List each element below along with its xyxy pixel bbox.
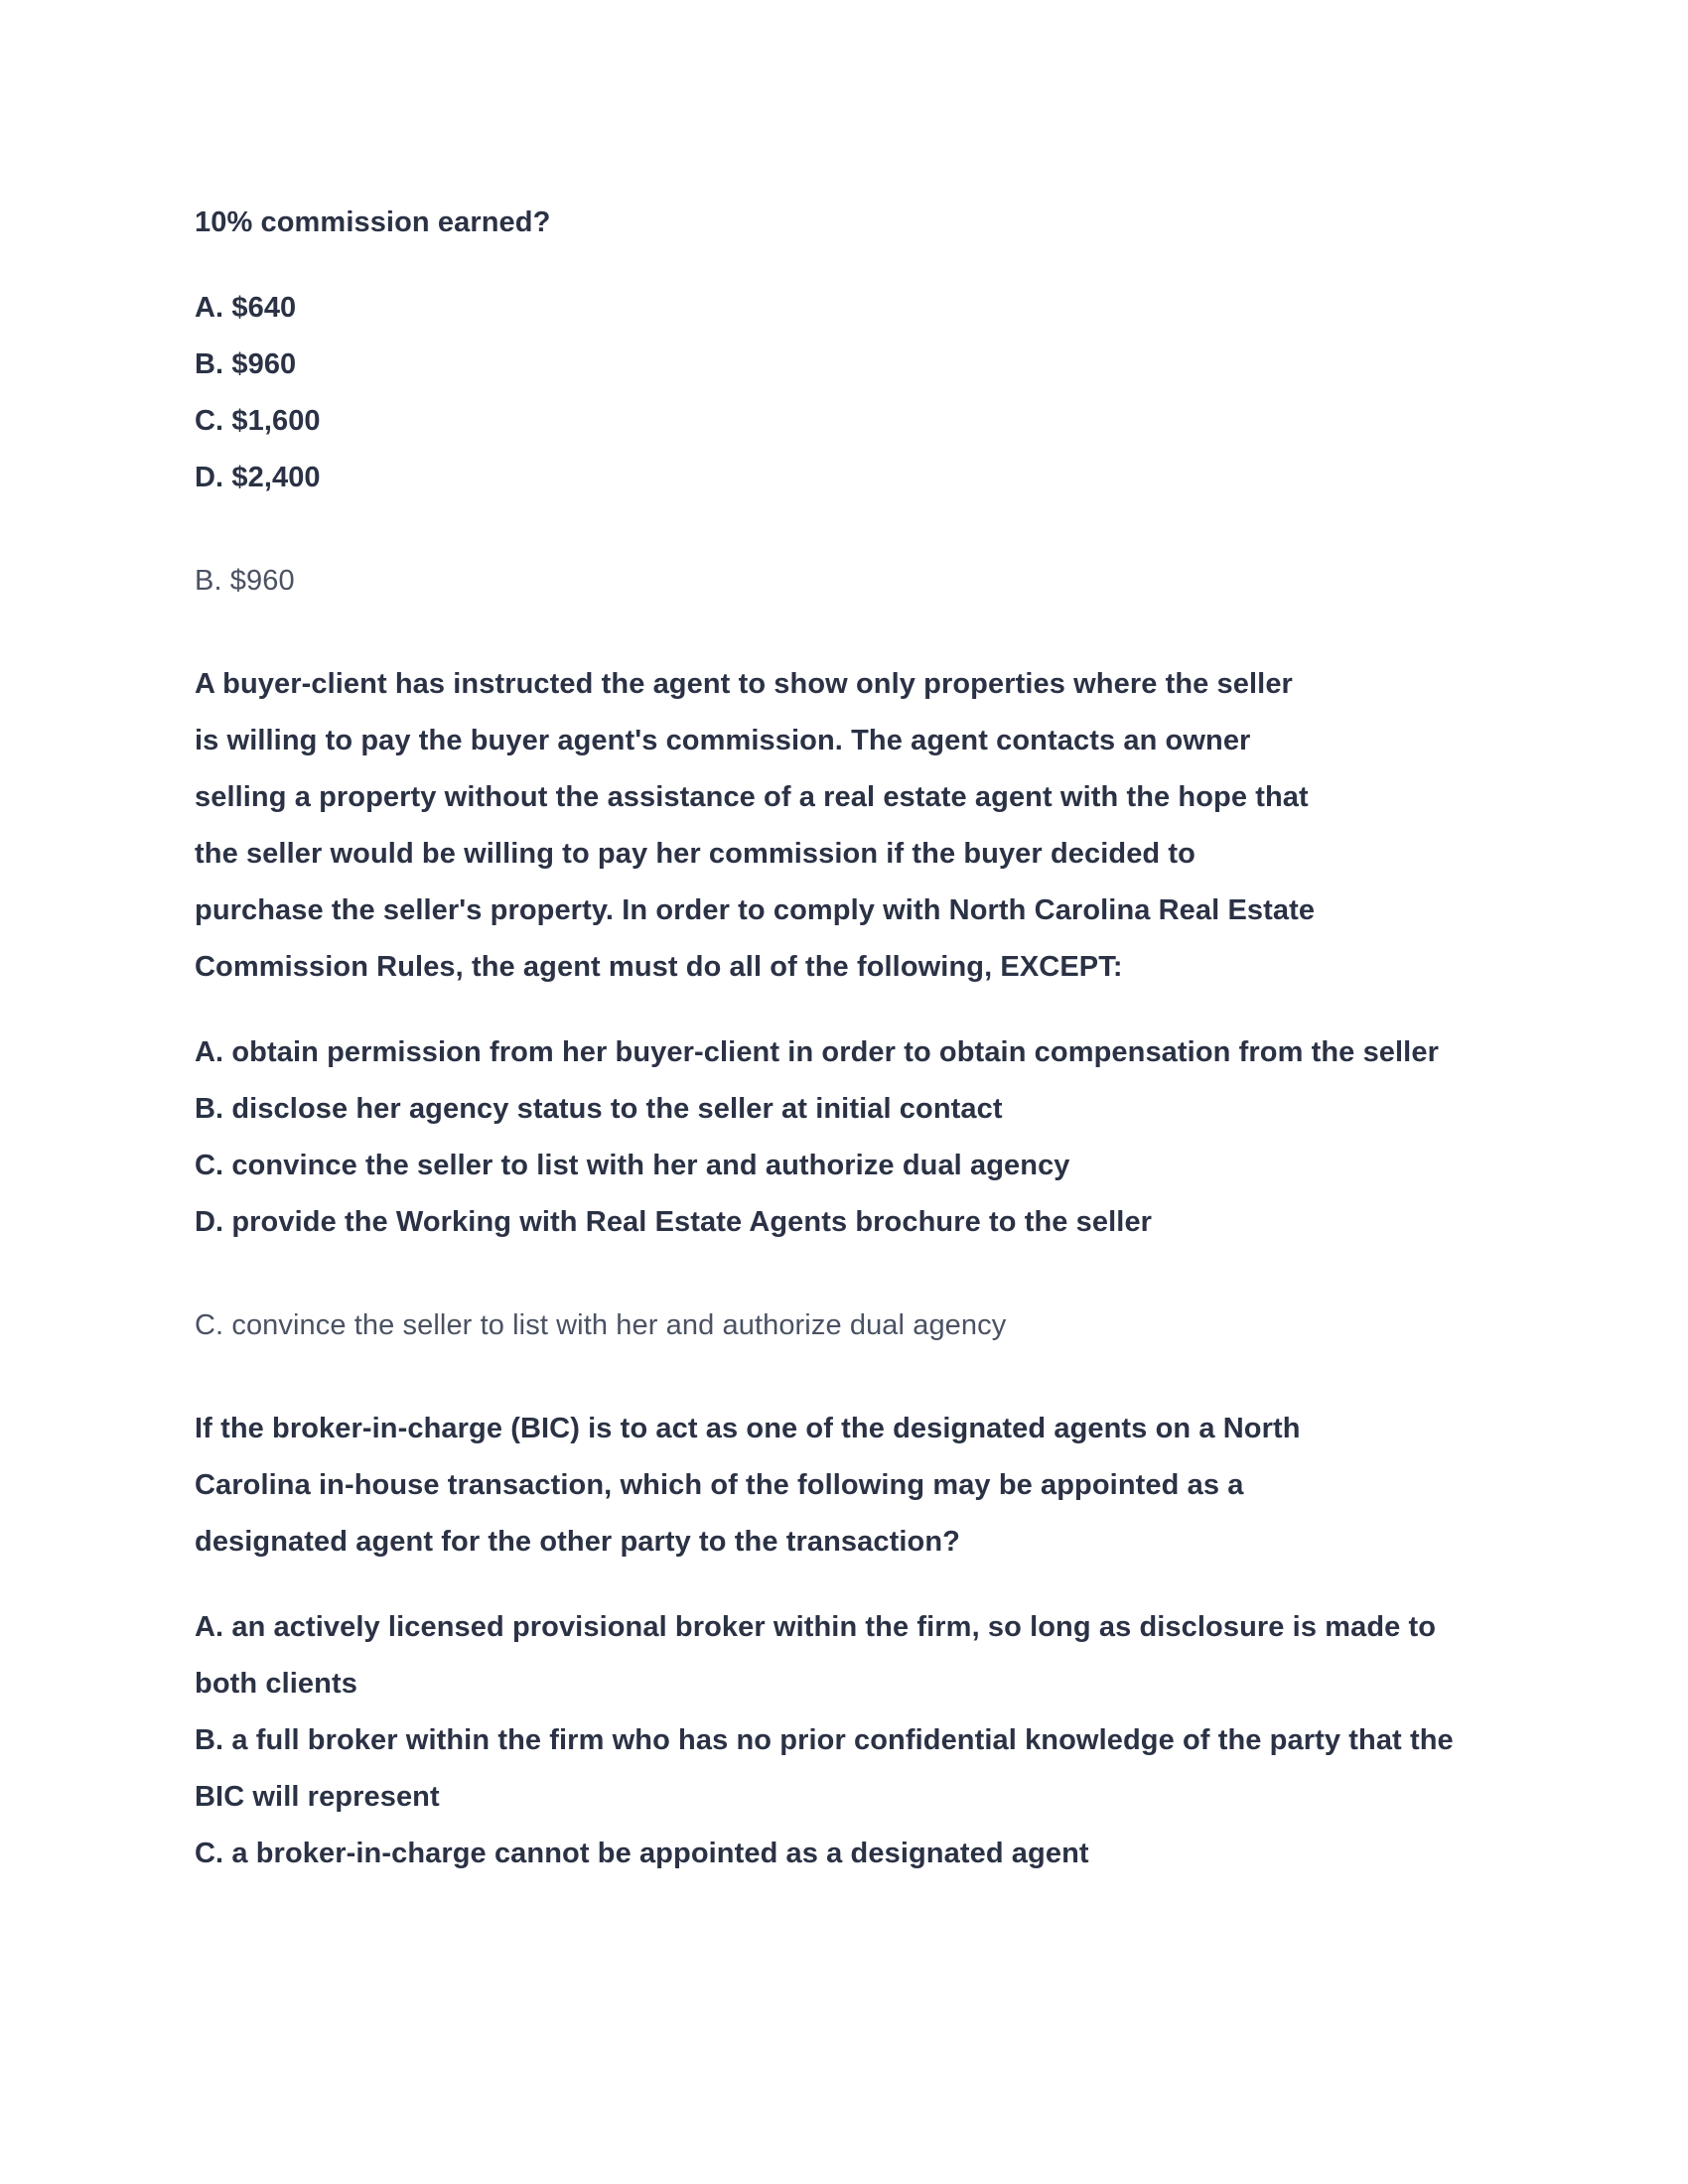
answer-option[interactable]: B. a full broker within the firm who has no prior confidential knowledge of the party that the BIC will represent	[195, 1724, 1454, 1813]
answer-option[interactable]: C. $1,600	[195, 405, 321, 437]
block-spacer	[195, 610, 1458, 656]
answer-options	[195, 280, 1458, 506]
question-stem-line: Commission Rules, the agent must do all of the following, EXCEPT:	[195, 951, 1123, 983]
correct-answer: C. convince the seller to list with her and authorize dual agency	[195, 1309, 1007, 1341]
answer-option[interactable]: B. disclose her agency status to the seller at initial contact	[195, 1093, 1003, 1125]
answer-option[interactable]: D. $2,400	[195, 462, 321, 493]
question-stem-line: is willing to pay the buyer agent's commission. The agent contacts an owner	[195, 725, 1251, 756]
question-stem-line: Carolina in-house transaction, which of the following may be appointed as a	[195, 1469, 1244, 1501]
answer-option[interactable]: D. provide the Working with Real Estate Agents brochure to the seller	[195, 1206, 1153, 1238]
block-spacer	[195, 251, 1458, 280]
question-stem-continued	[195, 195, 1458, 251]
answer-option[interactable]: B. $960	[195, 348, 297, 380]
answer-options	[195, 1024, 1458, 1251]
question-stem-line: the seller would be willing to pay her commission if the buyer decided to	[195, 838, 1196, 870]
block-spacer	[195, 1354, 1458, 1401]
answer-option[interactable]: A. obtain permission from her buyer-client in order to obtain compensation from the seller	[195, 1036, 1439, 1068]
question-stem	[195, 1401, 1458, 1570]
question-stem-line: 10% commission earned?	[195, 206, 551, 238]
correct-answer: B. $960	[195, 565, 295, 597]
question-stem	[195, 656, 1458, 996]
answer-option[interactable]: C. convince the seller to list with her and authorize dual agency	[195, 1150, 1070, 1181]
block-spacer	[195, 996, 1458, 1024]
answer-options	[195, 1599, 1458, 1882]
answer-option[interactable]: C. a broker-in-charge cannot be appointed as a designated agent	[195, 1838, 1089, 1869]
document-body	[195, 195, 1458, 1882]
answer-option[interactable]: A. an actively licensed provisional broker within the firm, so long as disclosure is made to both clients	[195, 1611, 1437, 1700]
question-stem-line: designated agent for the other party to the transaction?	[195, 1526, 960, 1558]
block-spacer	[195, 1251, 1458, 1297]
block-spacer	[195, 1570, 1458, 1599]
question-stem-line: selling a property without the assistance of a real estate agent with the hope that	[195, 781, 1309, 813]
question-stem-line: A buyer-client has instructed the agent to show only properties where the seller	[195, 668, 1293, 700]
question-stem-line: purchase the seller's property. In order to comply with North Carolina Real Estate	[195, 894, 1316, 926]
question-stem-line: If the broker-in-charge (BIC) is to act as one of the designated agents on a North	[195, 1413, 1301, 1444]
block-spacer	[195, 506, 1458, 553]
answer-option[interactable]: A. $640	[195, 292, 297, 324]
